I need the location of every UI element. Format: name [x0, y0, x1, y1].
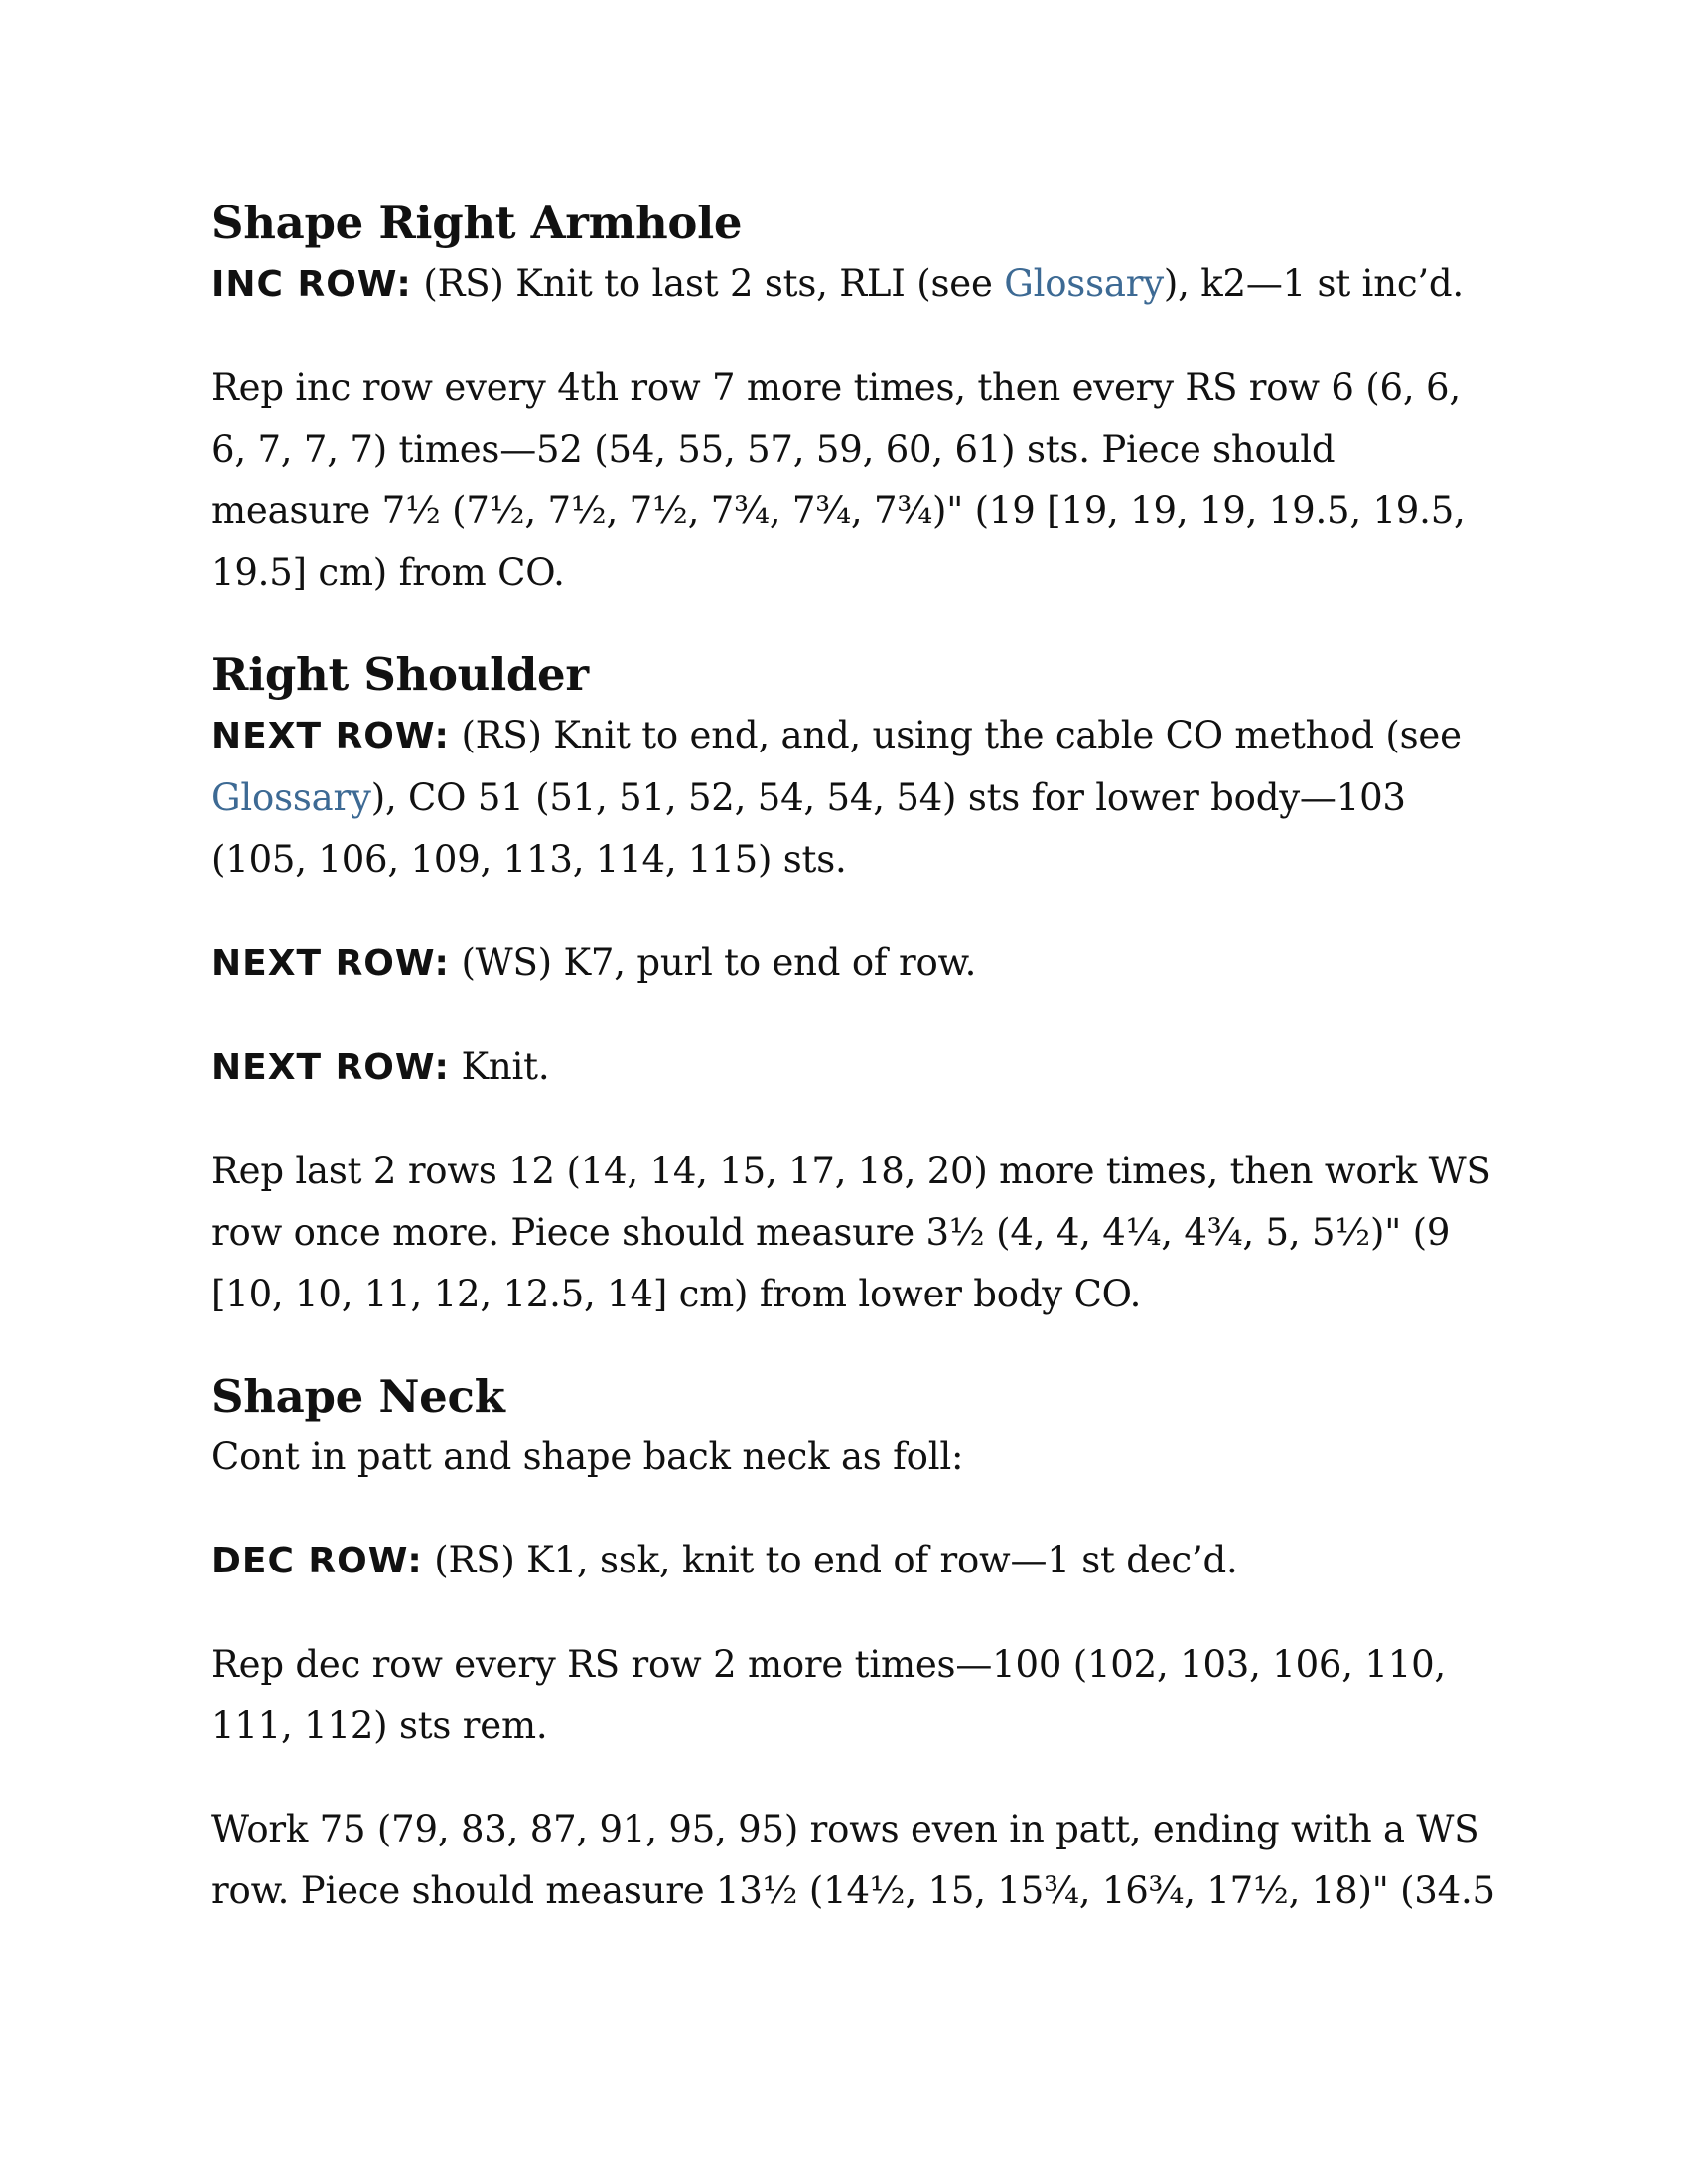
- glossary-link[interactable]: Glossary: [1004, 262, 1164, 305]
- row-label: INC ROW:: [211, 264, 412, 305]
- row-label: DEC ROW:: [211, 1541, 423, 1581]
- section-heading: Shape Neck: [211, 1370, 505, 1423]
- instruction-text: (RS) K1, ssk, knit to end of row—1 st dec’d.: [422, 1539, 1238, 1581]
- section-right-shoulder: [211, 645, 1502, 1325]
- section-heading: Right Shoulder: [211, 648, 589, 701]
- instruction-paragraph: [211, 705, 1502, 890]
- glossary-link[interactable]: Glossary: [211, 776, 371, 819]
- instruction-paragraph: [211, 1036, 1502, 1099]
- instruction-paragraph: [211, 1530, 1502, 1592]
- instruction-paragraph: Rep dec row every RS row 2 more times—100 (102, 103, 106, 110, 111, 112) sts rem.: [211, 1643, 1446, 1747]
- instruction-paragraph: Rep inc row every 4th row 7 more times, then every RS row 6 (6, 6, 6, 7, 7, 7) times—52 (54, 55, 57, 59, 60, 61) sts. Piece should measure 7½ (7½, 7½, 7½, 7¾, 7¾, 7¾)" (19 [19, 19, 19, 19.5, 19.5, 19.5] cm) from CO.: [211, 366, 1466, 594]
- row-label: NEXT ROW:: [211, 943, 450, 984]
- document-page: [211, 194, 1502, 1964]
- instruction-paragraph: [211, 253, 1502, 316]
- instruction-text: ), k2—1 st inc’d.: [1163, 262, 1464, 305]
- row-label: NEXT ROW:: [211, 1047, 450, 1088]
- section-shape-neck: [211, 1367, 1502, 1922]
- instruction-paragraph: Rep last 2 rows 12 (14, 14, 15, 17, 18, 20) more times, then work WS row once more. Piece should measure 3½ (4, 4, 4¼, 4¾, 5, 5½)" (9 [10, 10, 11, 12, 12.5, 14] cm) from lower body CO.: [211, 1150, 1491, 1315]
- instruction-paragraph: [211, 932, 1502, 995]
- instruction-paragraph: Cont in patt and shape back neck as foll:: [211, 1435, 964, 1478]
- instruction-text: Knit.: [449, 1045, 550, 1088]
- instruction-text: ), CO 51 (51, 51, 52, 54, 54, 54) sts for lower body—103 (105, 106, 109, 113, 114, 115) sts.: [211, 776, 1406, 881]
- row-label: NEXT ROW:: [211, 716, 450, 756]
- instruction-text: (RS) Knit to last 2 sts, RLI (see: [411, 262, 1005, 305]
- section-heading: Shape Right Armhole: [211, 197, 743, 249]
- section-shape-right-armhole: [211, 194, 1502, 604]
- instruction-text: (RS) Knit to end, and, using the cable CO method (see: [449, 714, 1462, 756]
- instruction-text: (WS) K7, purl to end of row.: [449, 941, 977, 984]
- instruction-paragraph: Work 75 (79, 83, 87, 91, 95, 95) rows even in patt, ending with a WS row. Piece should measure 13½ (14½, 15, 15¾, 16¾, 17½, 18)" (34.5: [211, 1808, 1495, 1912]
